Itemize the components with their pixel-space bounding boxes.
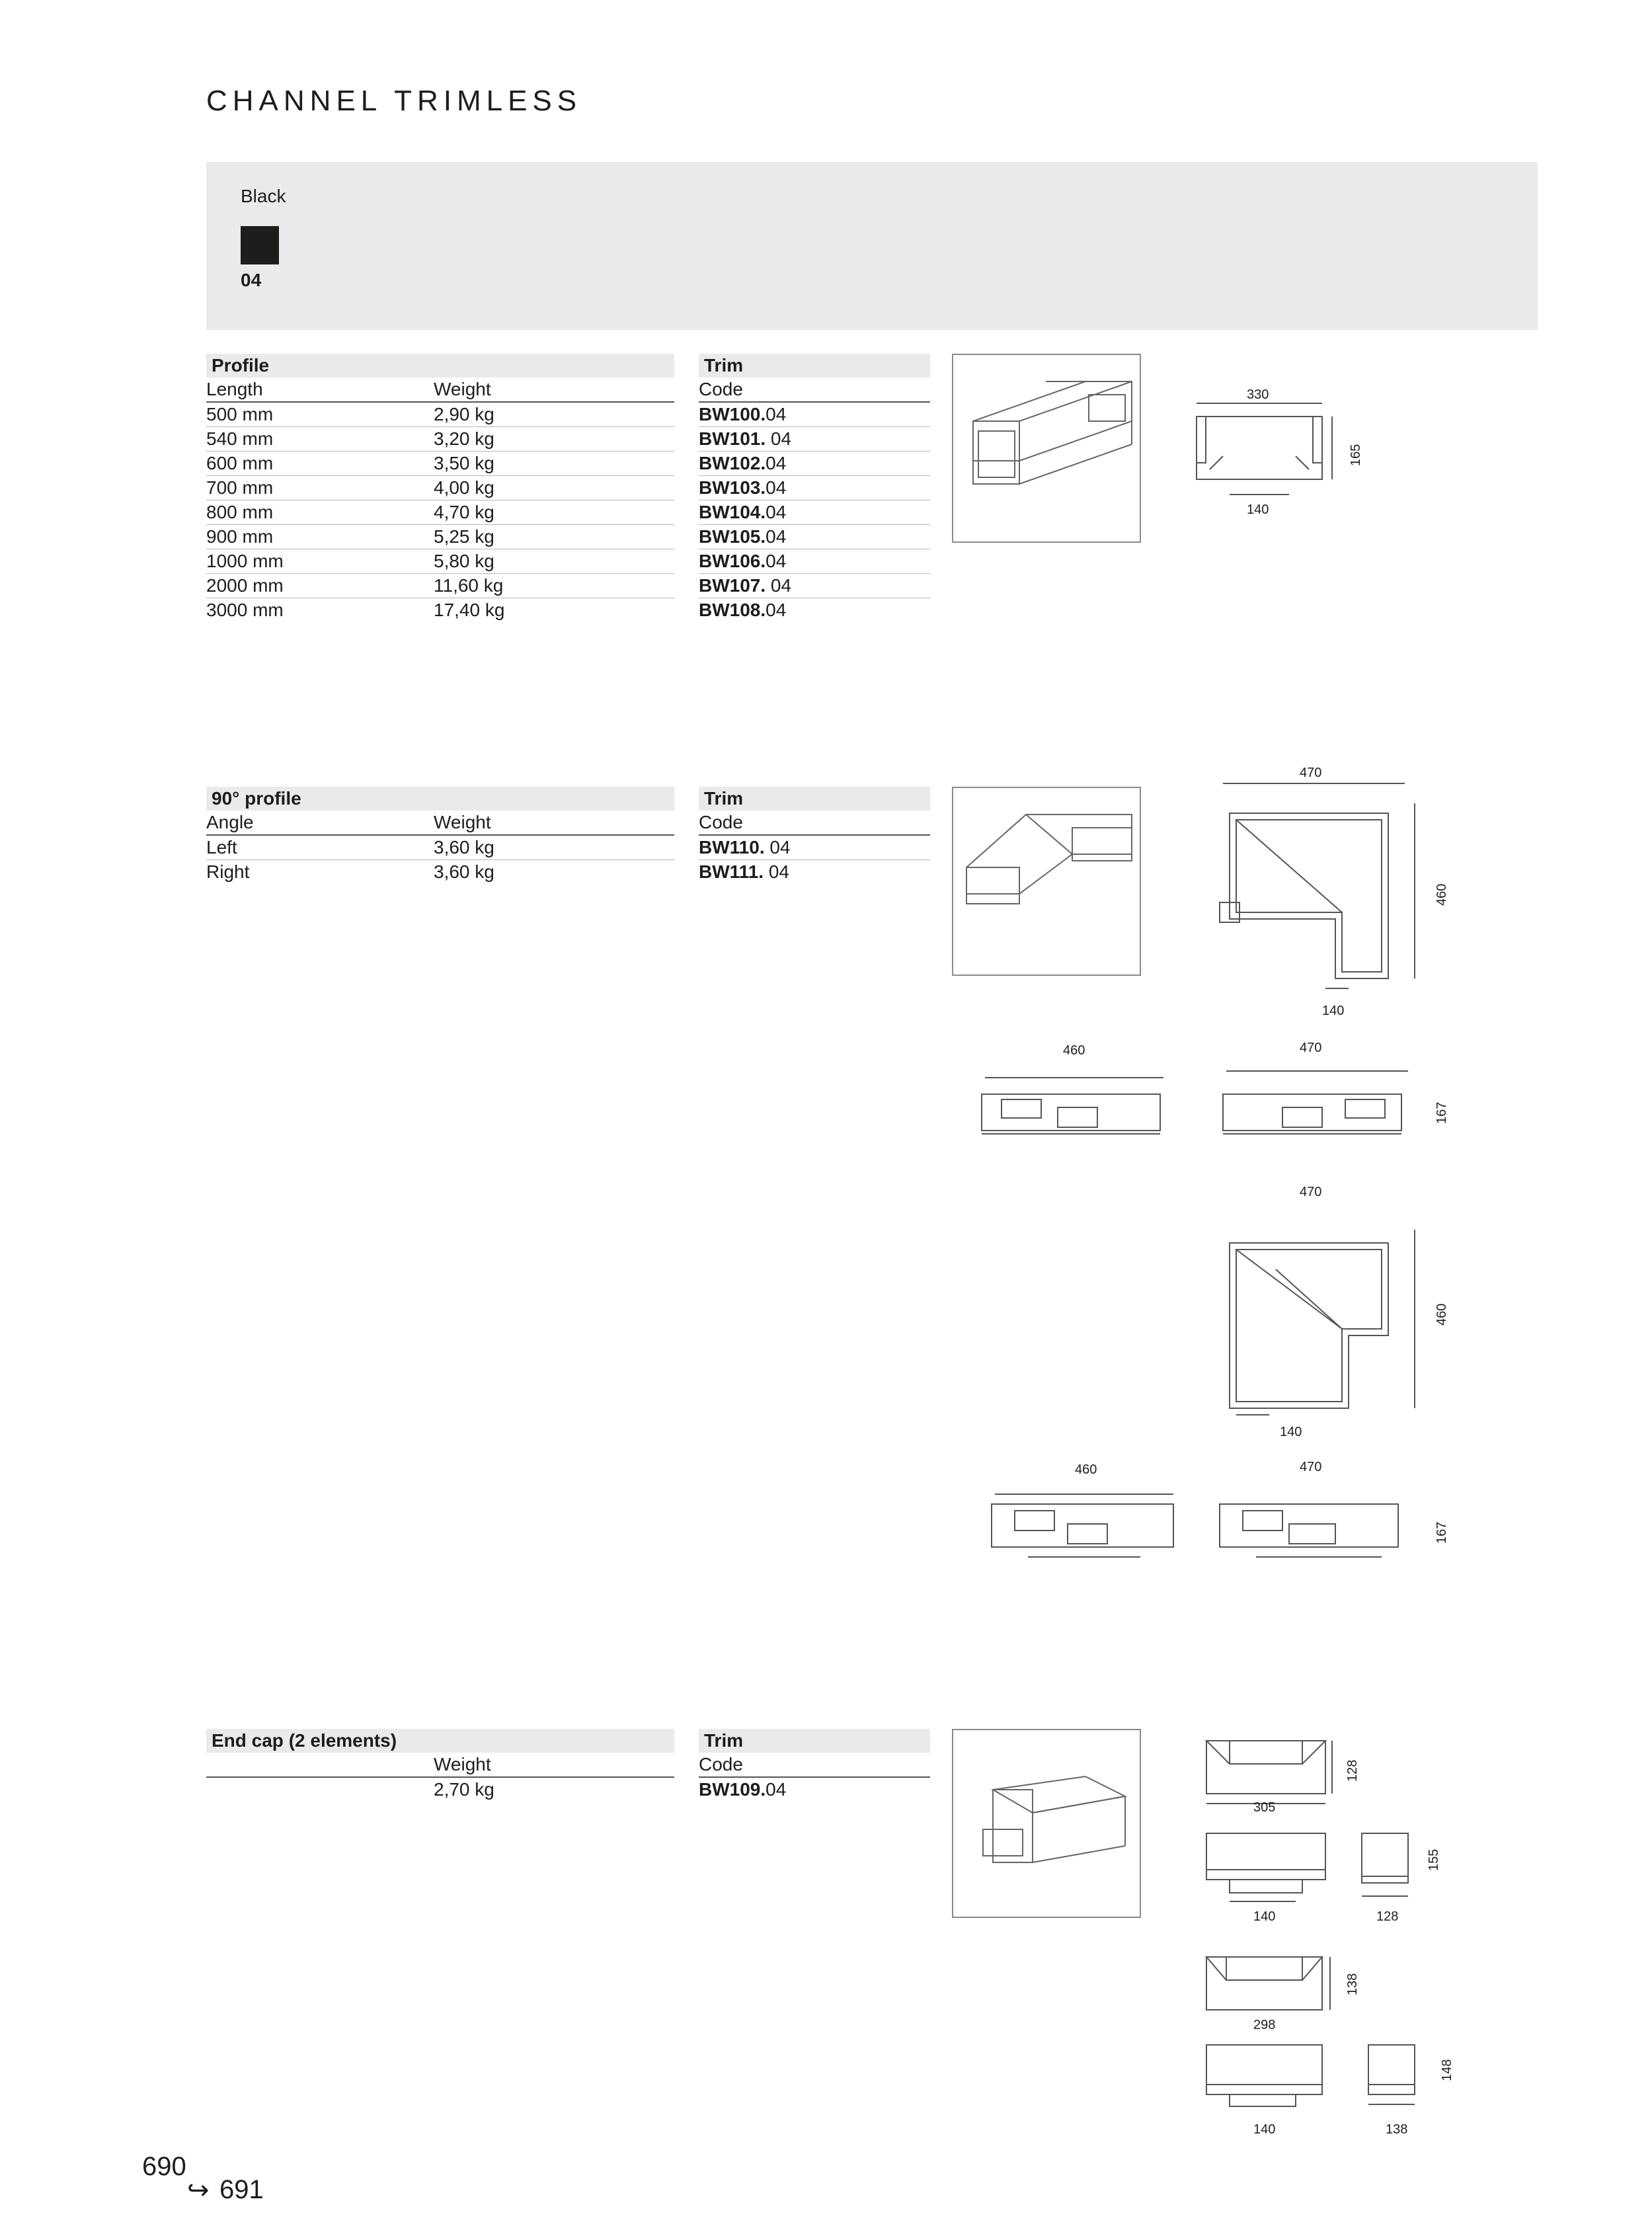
dim-height: 167	[1435, 1521, 1449, 1544]
finish-code: 04	[241, 270, 262, 290]
col-length: Length	[206, 379, 263, 399]
dim-width: 298	[1253, 2018, 1276, 2032]
dim-height: 167	[1435, 1101, 1449, 1124]
table-row	[206, 476, 674, 500]
table-row	[206, 598, 674, 622]
dim-width: 330	[1247, 387, 1269, 402]
page-number: 690	[142, 2152, 186, 2181]
end-cap-header: End cap (2 elements)	[206, 1729, 674, 1753]
code-suffix: 04	[766, 526, 787, 547]
code-suffix: 04	[764, 837, 791, 857]
dim-width: 305	[1253, 1800, 1276, 1815]
table-row	[206, 1778, 674, 1802]
cell-weight: 5,25 kg	[434, 526, 494, 547]
table-row	[699, 860, 930, 884]
table-row	[699, 427, 930, 452]
end-cap-side-view-2	[1362, 2042, 1421, 2114]
angle-product-image	[952, 787, 1141, 976]
finish-label: Black	[241, 186, 286, 206]
table-row	[699, 452, 930, 476]
table-row	[699, 598, 930, 622]
dim-length: 470	[1300, 1041, 1322, 1055]
code-prefix: BW105.	[699, 526, 766, 547]
table-row	[699, 836, 930, 860]
code-prefix: BW110.	[699, 837, 765, 857]
trim-columns	[699, 811, 930, 836]
code-suffix: 04	[766, 428, 792, 449]
col-weight: Weight	[434, 379, 491, 399]
code-suffix: 04	[764, 861, 789, 882]
table-row	[206, 860, 674, 884]
table-row	[206, 574, 674, 598]
code-prefix: BW109.	[699, 1779, 766, 1800]
dim-length: 460	[1075, 1462, 1097, 1477]
profile-cross-section	[1183, 397, 1342, 516]
cell-weight: 4,70 kg	[434, 502, 494, 522]
dim-length: 470	[1300, 1460, 1322, 1474]
cell-weight: 3,20 kg	[434, 428, 494, 449]
code-prefix: BW101.	[699, 428, 766, 449]
cell-weight: 5,80 kg	[434, 551, 494, 571]
dim-height: 460	[1435, 1303, 1449, 1326]
code-suffix: 04	[766, 575, 792, 596]
col-angle: Angle	[206, 812, 254, 832]
cell-length: 500 mm	[206, 404, 274, 424]
profile-table-columns	[206, 378, 674, 403]
angle-top-view-right	[1216, 1203, 1428, 1415]
trim-header: Trim	[699, 787, 930, 811]
cell-weight: 4,00 kg	[434, 477, 494, 498]
cell-length: 1000 mm	[206, 551, 284, 571]
angle-table-columns	[206, 811, 674, 836]
trim-columns	[699, 1753, 930, 1778]
angle-profile-table	[206, 787, 674, 884]
angle-illustration	[953, 788, 1140, 975]
table-row	[206, 403, 674, 427]
profile-table-header: Profile	[206, 354, 674, 378]
code-prefix: BW106.	[699, 551, 766, 571]
dim-width: 140	[1253, 1909, 1276, 1924]
profile-table	[206, 354, 674, 622]
end-cap-front-view-2	[1203, 2042, 1335, 2114]
table-row	[206, 549, 674, 574]
code-prefix: BW100.	[699, 404, 766, 424]
trim-table-3	[699, 1729, 930, 1802]
table-row	[206, 836, 674, 860]
angle-table-header: 90° profile	[206, 787, 674, 811]
cell-weight: 3,50 kg	[434, 453, 494, 473]
trim-table-1	[699, 354, 930, 622]
code-suffix: 04	[766, 404, 787, 424]
dim-width: 140	[1253, 2122, 1276, 2137]
dim-base: 140	[1322, 1004, 1345, 1018]
dim-base: 140	[1280, 1425, 1302, 1439]
finish-panel	[206, 162, 1538, 330]
cell-length: 700 mm	[206, 477, 274, 498]
code-suffix: 04	[766, 600, 787, 620]
code-prefix: BW103.	[699, 477, 766, 498]
table-row	[206, 500, 674, 525]
angle-side-view-c	[988, 1497, 1180, 1564]
trim-table-2	[699, 787, 930, 884]
cell-weight: 3,60 kg	[434, 861, 494, 882]
end-cap-top-view-2	[1203, 1954, 1335, 2020]
table-row	[699, 500, 930, 525]
trim-header: Trim	[699, 354, 930, 378]
cell-weight: 17,40 kg	[434, 600, 505, 620]
cell-angle: Left	[206, 837, 237, 857]
col-code: Code	[699, 379, 743, 399]
end-cap-top-view	[1203, 1737, 1335, 1810]
dim-height: 460	[1435, 883, 1449, 906]
table-row	[699, 525, 930, 549]
angle-side-view-d	[1216, 1497, 1415, 1564]
cell-weight: 2,70 kg	[434, 1779, 494, 1800]
end-cap-front-view	[1203, 1830, 1335, 1903]
dim-length: 460	[1063, 1043, 1085, 1058]
angle-side-view-a	[978, 1078, 1167, 1140]
table-row	[699, 403, 930, 427]
cell-length: 600 mm	[206, 453, 274, 473]
end-cap-illustration	[953, 1730, 1140, 1917]
code-suffix: 04	[766, 502, 787, 522]
page-title: CHANNEL TRIMLESS	[206, 85, 582, 117]
col-code: Code	[699, 812, 743, 832]
code-suffix: 04	[766, 551, 787, 571]
cell-length: 2000 mm	[206, 575, 284, 596]
angle-side-view-b	[1220, 1078, 1411, 1140]
end-cap-table	[206, 1729, 674, 1802]
trim-header: Trim	[699, 1729, 930, 1753]
table-row	[206, 525, 674, 549]
col-weight: Weight	[434, 1754, 491, 1774]
dim-width: 470	[1300, 766, 1322, 780]
code-suffix: 04	[766, 1779, 787, 1800]
cell-length: 900 mm	[206, 526, 274, 547]
code-prefix: BW111.	[699, 861, 764, 882]
end-cap-columns	[206, 1753, 674, 1778]
code-suffix: 04	[766, 477, 787, 498]
cell-angle: Right	[206, 861, 250, 882]
dim-depth: 138	[1386, 2122, 1408, 2137]
angle-top-view-left	[1216, 780, 1428, 985]
table-row	[206, 427, 674, 452]
color-swatch	[241, 226, 279, 264]
next-page-number[interactable]: 691	[219, 2175, 264, 2204]
dim-height: 138	[1345, 1973, 1360, 1995]
cell-weight: 2,90 kg	[434, 404, 494, 424]
col-weight: Weight	[434, 812, 491, 832]
dim-height: 155	[1427, 1849, 1441, 1871]
col-code: Code	[699, 1754, 743, 1774]
code-suffix: 04	[766, 453, 787, 473]
code-prefix: BW108.	[699, 600, 766, 620]
cell-length: 540 mm	[206, 428, 274, 449]
table-row	[699, 1778, 930, 1802]
table-row	[699, 574, 930, 598]
profile-product-image	[952, 354, 1141, 543]
cell-length: 800 mm	[206, 502, 274, 522]
next-page-arrow-icon[interactable]: ↪	[187, 2176, 210, 2205]
dim-height: 165	[1349, 444, 1363, 466]
dim-height: 148	[1440, 2059, 1454, 2081]
dim-base: 140	[1247, 502, 1269, 517]
dim-depth: 128	[1376, 1909, 1399, 1924]
end-cap-product-image	[952, 1729, 1141, 1918]
code-prefix: BW107.	[699, 575, 766, 596]
table-row	[699, 549, 930, 574]
cell-length: 3000 mm	[206, 600, 284, 620]
dim-width: 470	[1300, 1185, 1322, 1199]
code-prefix: BW102.	[699, 453, 766, 473]
cell-weight: 11,60 kg	[434, 575, 504, 596]
code-prefix: BW104.	[699, 502, 766, 522]
table-row	[206, 452, 674, 476]
cell-weight: 3,60 kg	[434, 837, 494, 857]
trim-columns	[699, 378, 930, 403]
end-cap-side-view	[1355, 1830, 1415, 1903]
table-row	[699, 476, 930, 500]
dim-height: 128	[1345, 1759, 1360, 1782]
profile-illustration	[953, 355, 1140, 541]
